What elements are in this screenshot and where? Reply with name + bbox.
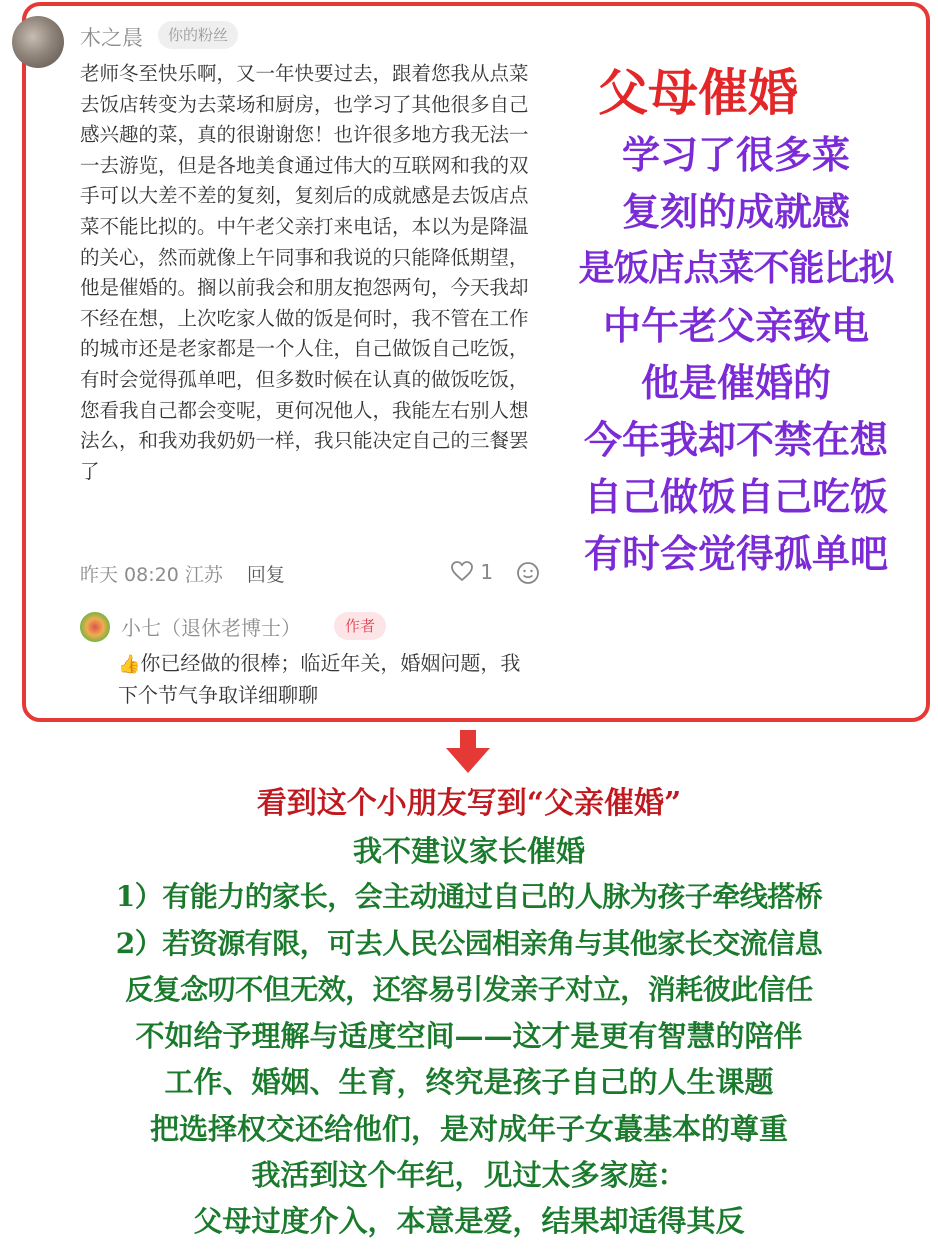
reply-avatar[interactable]	[80, 612, 110, 642]
overlay-line: 是饭店点菜不能比拟	[578, 247, 894, 289]
bottom-line: 不如给予理解与适度空间——这才是更有智慧的陪伴	[135, 1019, 803, 1054]
bottom-headline: 看到这个小朋友写到“父亲催婚”	[256, 786, 682, 821]
bottom-line: 我不建议家长催婚	[352, 834, 585, 868]
comment-time: 昨天 08:20	[80, 564, 179, 586]
comment-text: 老师冬至快乐啊，又一年快要过去，跟着您我从点菜去饭店转变为去菜场和厨房，也学习了其他很多自己感兴趣的菜，真的很谢谢您！也许很多地方我无法一一去游览，但是各地美食通过伟大的互联网和我的双手可以大差不差的复刻，复刻后的成就感是去饭店点菜不能比拟的。中午老父亲打来电话，本以为是降温的关心，然而就像上午同事和我说的只能降低期望，他是催婚的。搁以前我会和朋友抱怨两句，今天我却不经在想，上次吃家人做的饭是何时，我不管在工作的城市还是老家都是一个人住，自己做饭自己吃饭，有时会觉得孤单吧，但多数时候在认真的做饭吃饭，您看我自己都会变呢，更何况他人，我能左右别人想法么，和我劝我奶奶一样，我只能决定自己的三餐罢了	[80, 62, 529, 483]
reply-username[interactable]: 小七（退休老博士）	[121, 616, 301, 640]
avatar[interactable]	[12, 16, 64, 68]
bottom-line: 1）有能力的家长，会主动通过自己的人脉为孩子牵线搭桥	[115, 880, 823, 914]
bottom-line: 反复念叨不但无效，还容易引发亲子对立，消耗彼此信任	[125, 972, 813, 1006]
thumbs-up-icon: 👍	[118, 654, 141, 675]
overlay-line: 今年我却不禁在想	[583, 417, 888, 462]
reply-content: 你已经做的很棒；临近年关，婚姻问题，我下个节气争取详细聊聊	[118, 651, 521, 707]
heart-icon	[450, 560, 474, 587]
author-badge: 作者	[334, 612, 386, 640]
bottom-line: 工作、婚姻、生育，终究是孩子自己的人生课题	[164, 1065, 774, 1100]
like-count: 1	[480, 560, 494, 584]
overlay-line: 学习了很多菜	[621, 132, 850, 177]
overlay-line: 自己做饭自己吃饭	[583, 474, 888, 519]
bottom-text	[0, 780, 938, 1245]
overlay-line: 中午老父亲致电	[602, 303, 869, 348]
comment-location: 江苏	[184, 564, 223, 586]
overlay-line: 复刻的成就感	[621, 189, 850, 234]
overlay-line: 有时会觉得孤单吧	[583, 531, 888, 576]
comment-username[interactable]: 木之晨	[80, 26, 143, 50]
bottom-line: 我活到这个年纪，见过太多家庭：	[251, 1158, 687, 1193]
reply-text	[118, 648, 538, 710]
overlay-lines	[534, 126, 938, 582]
down-arrow-icon	[444, 730, 492, 774]
like-button[interactable]	[450, 560, 493, 587]
reply-button[interactable]: 回复	[246, 564, 285, 586]
comment-meta	[80, 560, 285, 587]
fan-badge: 你的粉丝	[158, 21, 238, 49]
overlay-line: 他是催婚的	[640, 360, 831, 405]
bottom-line: 把选择权交还给他们，是对成年子女蕞基本的尊重	[149, 1111, 788, 1146]
overlay-title: 父母催婚	[598, 63, 798, 122]
bottom-line: 2）若资源有限，可去人民公园相亲角与其他家长交流信息	[115, 926, 823, 960]
bottom-line: 父母过度介入，本意是爱，结果却适得其反	[193, 1204, 745, 1239]
